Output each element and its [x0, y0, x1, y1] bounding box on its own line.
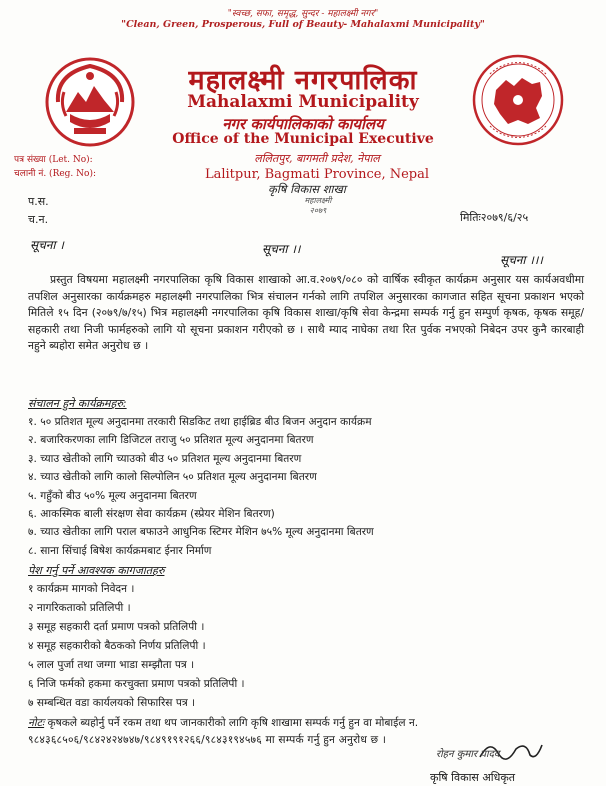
slogan-nepali: "स्वच्छ, सफा, समृद्ध, सुन्दर - महालक्ष्मी नगर": [227, 9, 379, 19]
note-label: नोटः: [28, 717, 45, 729]
list-item: १. ५० प्रतिशत मूल्य अनुदानमा तरकारी सिडकिट तथा हाईब्रिड बीउ बिजन अनुदान कार्यक्रम: [28, 416, 372, 428]
list-item: ७. च्याउ खेतीका लागि पराल बफाउने आधुनिक स्टिमर मेशिन ७५% मूल्य अनुदानमा बितरण: [28, 526, 374, 539]
notice-heading-1: सूचना ।: [30, 238, 64, 252]
programs-list: [28, 413, 374, 560]
notice-heading-3: सूचना ।।।: [500, 253, 543, 267]
notice-body: प्रस्तुत विषयमा महालक्ष्मी नगरपालिका कृषि विकास शाखाको आ.व.२०७९/०८० को वार्षिक स्वीकृत कार्यक्रम अनुसार यस कार्यअवधीमा तपशिल अनुसारका कार्यक्रमहरु महालक्ष्मी नगरपालिका भित्र संचालन गर्नको लागि तपशिल अनुसारका कागजात सहित सूचना प्रकाशन भएको मितिले १५ दिन (२०७९/७/१५) भित्र महालक्ष्मी नगरपालिका कृषि विकास शाखा/कृषि सेवा केन्द्रमा सम्पर्क गर्नु हुन सम्पुर्ण कृषक, कृषक समूह/सहकारी तथा निजी फार्महरुको लागि यो सूचना प्रकाशन गरीएको छ । साथै म्याद नाघेका तथा रित पुर्वक नभएको निबेदन उपर कुनै कारबाही नहुने ब्यहोरा समेत अनुरोध छ ।: [28, 273, 584, 353]
office-name-nepali: नगर कार्यपालिकाको कार्यालय: [222, 115, 384, 133]
documents-list: [28, 580, 245, 713]
notice-heading-2: सूचना ।।: [262, 242, 301, 256]
office-name-english: Office of the Municipal Executive: [172, 131, 434, 147]
list-item: ६ निजि फर्मको हकमा करचुक्ता प्रमाण पत्रको प्रतिलिपी ।: [28, 678, 245, 690]
list-item: १ कार्यक्रम मागको निवेदन ।: [28, 583, 135, 595]
list-item: २. बजारिकरणका लागि डिजिटल तराजु ५० प्रतिशत मूल्य अनुदानमा बितरण: [28, 434, 314, 447]
list-item: ५ लाल पुर्जा तथा जग्गा भाडा सम्झौता पत्र ।: [28, 659, 195, 671]
note-text: कृषकले ब्यहोर्नु पर्ने रकम तथा थप जानकारीको लागि कृषि शाखामा सम्पर्क गर्नु हुन वा मोबाईल न.: [44, 717, 419, 729]
stamp-mark: महालक्ष्मी २०७९: [304, 196, 332, 215]
list-item: ४ समूह सहकारीको बैठकको निर्णय प्रतिलिपी ।: [28, 640, 206, 652]
slogan-english: "Clean, Green, Prosperous, Full of Beauty- Mahalaxmi Municipality": [121, 19, 485, 30]
list-item: २ नागरिकताको प्रतिलिपी ।: [28, 602, 131, 614]
programs-heading: संचालन हुने कार्यक्रमहरु:: [28, 397, 127, 410]
list-item: ४. च्याउ खेतीको लागि कालो सिल्पोलिन ५० प्रतिशत मूल्य अनुदानमा बितरण: [28, 471, 317, 484]
list-item: ७ सम्बन्धित वडा कार्यलयको सिफारिस पत्र ।: [28, 697, 196, 709]
list-item: ८. साना सिंचाई बिषेश कार्यक्रमबाट ईनार निर्माण: [28, 544, 212, 557]
note-phone-numbers: ९८४३६८५०६/९८४२४२४७४७/९८४९१९१२६६/९८४३१९४५७६ मा सम्पर्क गर्नु हुन अनुरोध छ ।: [28, 734, 387, 746]
signatory-name: रोहन कुमार यादव: [436, 749, 500, 760]
documents-heading: पेश गर्नु पर्ने आवश्यक कागजातहरु: [28, 564, 165, 577]
municipality-name-nepali: महालक्ष्मी नगरपालिका: [188, 65, 418, 96]
list-item: ५. गहुँको बीउ ५०% मूल्य अनुदानमा बितरण: [28, 489, 197, 502]
date: मितिः२०७९/६/२५: [460, 211, 529, 224]
address-nepali: ललितपुर, बागमती प्रदेश, नेपाल: [254, 152, 380, 165]
list-item: ३. च्याउ खेतीको लागि च्याउको बीउ ५० प्रतिशत मूल्य अनुदानमा बितरण: [28, 452, 302, 465]
signatory-title: कृषि विकास अधिकृत: [430, 771, 516, 784]
registration-number-label: चलानी नं. (Reg. No):: [14, 169, 96, 179]
cn-label: च.न.: [28, 213, 49, 226]
letter-number-label: पत्र संख्या (Let. No):: [14, 155, 93, 165]
section-name: कृषि विकास शाखा: [268, 182, 346, 196]
ps-label: प.स.: [28, 195, 49, 208]
address-english: Lalitpur, Bagmati Province, Nepal: [204, 167, 430, 182]
list-item: ३ समूह सहकारी दर्ता प्रमाण पत्रको प्रतिलिपी ।: [28, 621, 205, 633]
list-item: ६. आकस्मिक बाली संरक्षण सेवा कार्यक्रम (स्प्रेयर मेशिन बितरण): [28, 508, 275, 521]
municipality-name-english: Mahalaxmi Municipality: [187, 92, 419, 112]
